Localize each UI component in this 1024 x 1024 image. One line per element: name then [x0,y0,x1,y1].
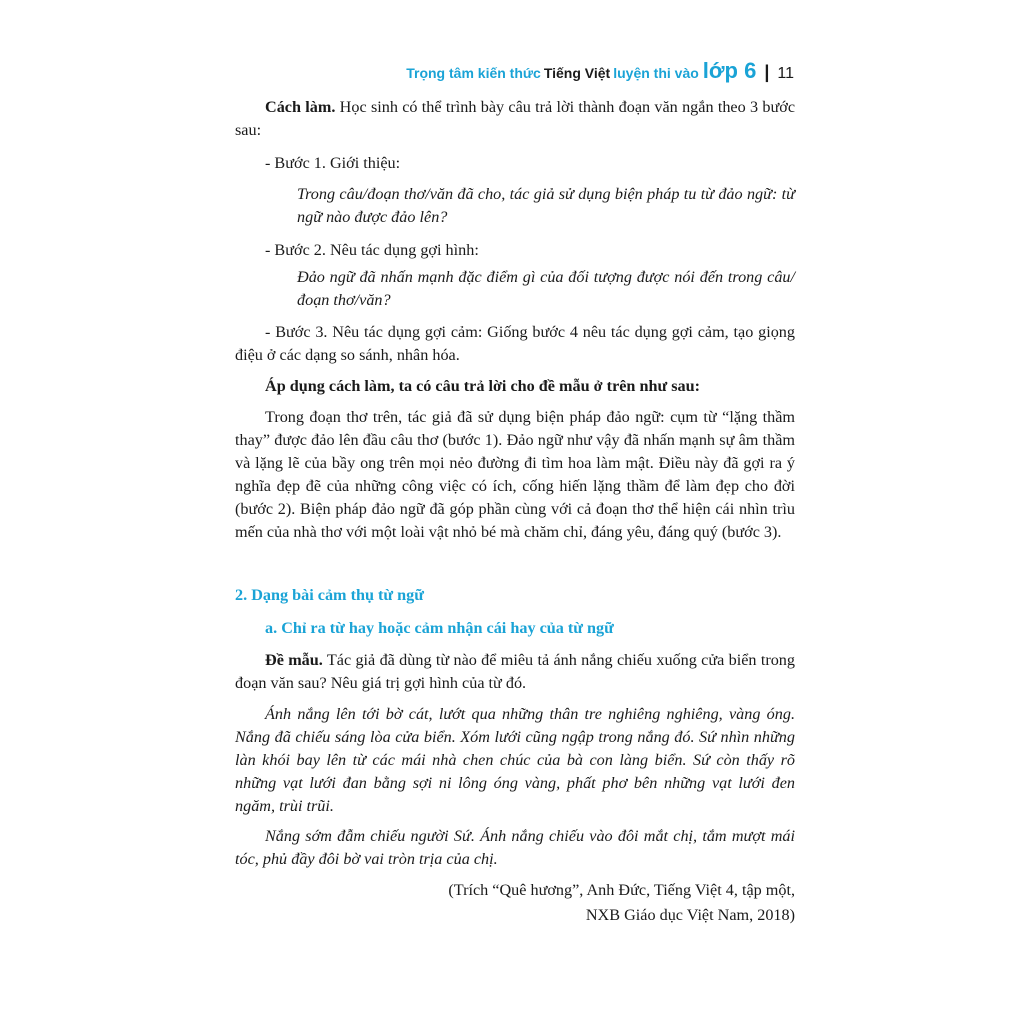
header-grade: lớp 6 [702,58,757,83]
method-paragraph [235,96,795,142]
step2-title: - Bước 2. Nêu tác dụng gợi hình: [265,241,479,259]
method-text: Học sinh có thể trình bày câu trả lời thành đoạn văn ngắn theo 3 bước sau: [235,98,795,139]
sample-question [235,649,795,695]
passage-paragraph-1: Ánh nắng lên tới bờ cát, lướt qua những thân tre nghiêng nghiêng, vàng óng. Nắng đã chiếu sáng lòa cửa biển. Xóm lưới cũng ngập trong nắng đó. Sứ nhìn những làn khói bay lên từ các mái nhà chen chúc của bà con làng biển. Sứ còn thấy rõ những vạt lưới đan bằng sợi ni lông óng vàng, phất phơ bên những vạt lưới đen ngăm, trùi trũi. [235,705,795,815]
step1-detail: Trong câu/đoạn thơ/văn đã cho, tác giả sử dụng biện pháp tu từ đảo ngữ: từ ngữ nào được đảo lên? [297,185,795,226]
section2-heading: 2. Dạng bài cảm thụ từ ngữ [235,586,424,604]
header-separator: | [764,62,770,82]
header-title-part3: luyện thi vào [613,65,699,81]
header-title-part2: Tiếng Việt [543,65,611,81]
header-title-part1: Trọng tâm kiến thức [406,65,541,81]
running-header [406,58,794,84]
sample-text: Tác giả đã dùng từ nào để miêu tả ánh nắng chiếu xuống cửa biển trong đoạn văn sau? Nêu giá trị gợi hình của từ đó. [235,651,795,692]
step2-detail: Đảo ngữ đã nhấn mạnh đặc điểm gì của đối tượng được nói đến trong câu/đoạn thơ/văn? [297,268,795,309]
apply-answer: Trong đoạn thơ trên, tác giả đã sử dụng biện pháp đảo ngữ: cụm từ “lặng thầm thay” được đảo lên đầu câu thơ (bước 1). Đảo ngữ như vậy đã nhấn mạnh sự âm thầm và lặng lẽ của bầy ong trên mọi nẻo đường đi tìm hoa làm mật. Điều này đã gợi ra ý nghĩa đẹp đẽ của những công việc có ích, cống hiến lặng thầm để làm đẹp cho đời (bước 2). Biện pháp đảo ngữ đã góp phần cùng với cả đoạn thơ thể hiện cái nhìn trìu mến của nhà thơ với một loài vật nhỏ bé mà chăm chỉ, đáng yêu, đáng quý (bước 3). [235,408,795,541]
page-number: 11 [777,65,794,82]
citation-line-1: (Trích “Quê hương”, Anh Đức, Tiếng Việt 4, tập một, [448,881,795,899]
apply-heading: Áp dụng cách làm, ta có câu trả lời cho đề mẫu ở trên như sau: [265,377,701,395]
section2-subheading: a. Chỉ ra từ hay hoặc cảm nhận cái hay của từ ngữ [265,619,614,637]
step3: - Bước 3. Nêu tác dụng gợi cảm: Giống bước 4 nêu tác dụng gợi cảm, tạo giọng điệu ở các dạng so sánh, nhân hóa. [235,323,795,364]
passage-paragraph-2: Nắng sớm đẫm chiếu người Sứ. Ánh nắng chiếu vào đôi mắt chị, tắm mượt mái tóc, phủ đầy đôi bờ vai tròn trịa của chị. [235,827,795,868]
method-label: Cách làm. [265,98,336,116]
citation-line-2: NXB Giáo dục Việt Nam, 2018) [585,906,795,924]
sample-label: Đề mẫu. [265,651,323,669]
step1-title: - Bước 1. Giới thiệu: [265,154,401,172]
